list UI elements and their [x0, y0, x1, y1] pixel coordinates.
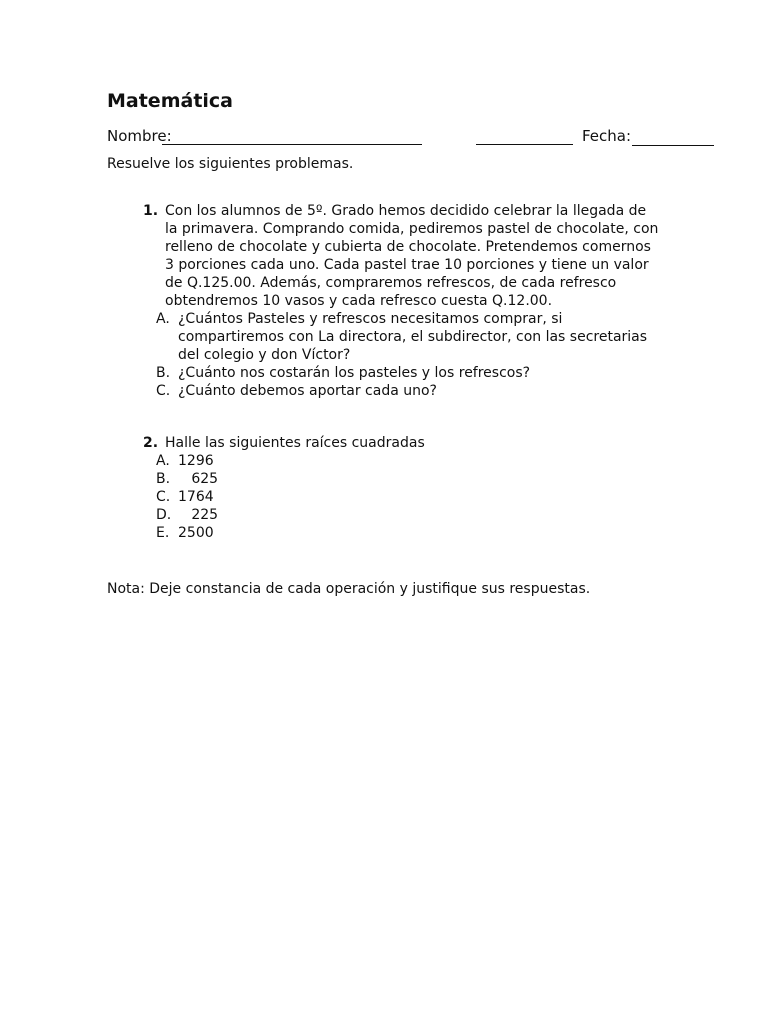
date-blank-line: [632, 145, 714, 146]
item-letter: B.: [156, 365, 171, 381]
item-text: 625: [178, 471, 219, 487]
problem-number: 2.: [143, 435, 159, 451]
note: Nota: Deje constancia de cada operación y justifique sus respuestas.: [107, 581, 591, 597]
page-title: Matemática: [107, 90, 233, 112]
item-text: ¿Cuántos Pasteles y refrescos necesitamos comprar, si compartiremos con La directora, el subdirector, con las secretarias del colegio y don Víctor?: [178, 311, 648, 363]
item-text: 225: [178, 507, 219, 523]
item-letter: D.: [156, 507, 172, 523]
item-text: ¿Cuánto nos costarán los pasteles y los refrescos?: [178, 365, 531, 381]
date-leading-line: [476, 144, 573, 145]
instructions: Resuelve los siguientes problemas.: [107, 156, 354, 172]
problem-number: 1.: [143, 203, 159, 219]
list-item: [156, 452, 663, 470]
item-letter: E.: [156, 525, 170, 541]
problem-1: [143, 202, 663, 400]
item-text: 2500: [178, 525, 214, 541]
item-letter: C.: [156, 383, 171, 399]
item-text: 1296: [178, 453, 214, 469]
item-text: 1764: [178, 489, 214, 505]
problem-text: Con los alumnos de 5º. Grado hemos decidido celebrar la llegada de la primavera. Comprando comida, pediremos pastel de chocolate, con relleno de chocolate y cubierta de chocolate. Pretendemos comernos 3 porciones cada uno. Cada pastel trae 10 porciones y tiene un valor de Q.125.00. Además, compraremos refrescos, de cada refresco obtendremos 10 vasos y cada refresco cuesta Q.12.00.: [165, 203, 659, 309]
list-item: [156, 506, 663, 524]
name-label: Nombre:: [107, 127, 172, 145]
list-item: [156, 488, 663, 506]
item-letter: C.: [156, 489, 171, 505]
item-text: ¿Cuánto debemos aportar cada uno?: [178, 383, 437, 399]
item-letter: A.: [156, 311, 170, 327]
list-item: [156, 524, 663, 542]
problem-2: [143, 434, 663, 542]
name-blank-line: [162, 144, 422, 145]
item-letter: A.: [156, 453, 170, 469]
item-letter: B.: [156, 471, 171, 487]
list-item: [156, 382, 663, 400]
list-item: [156, 470, 663, 488]
problem-text: Halle las siguientes raíces cuadradas: [165, 435, 425, 451]
list-item: [156, 364, 663, 382]
date-label: Fecha:: [582, 127, 632, 145]
list-item: [156, 310, 663, 364]
